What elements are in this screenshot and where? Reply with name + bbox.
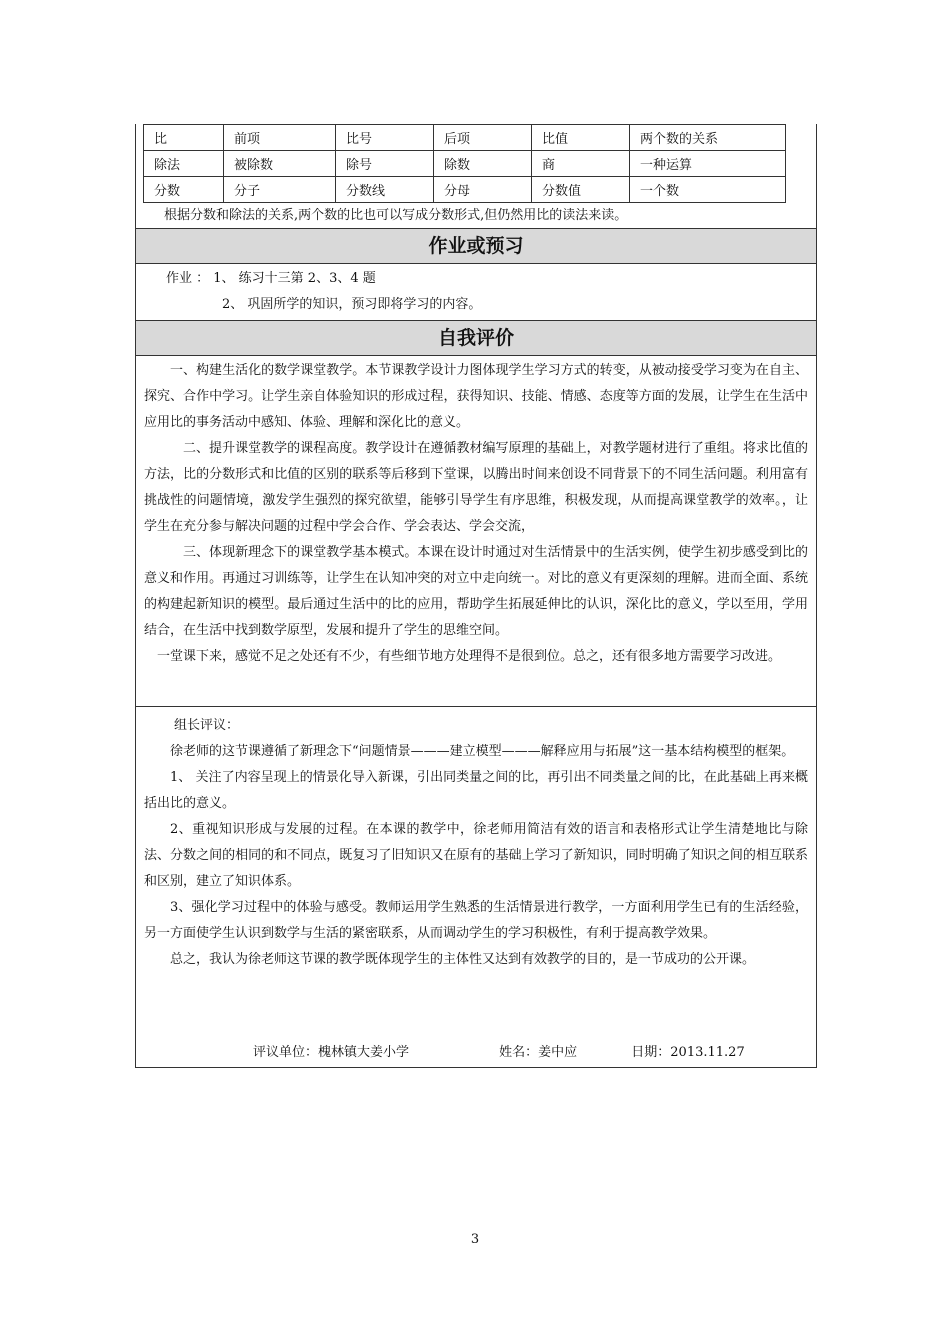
table-cell: 一个数 (630, 177, 786, 203)
table-row (144, 125, 786, 151)
self-eval-section (136, 356, 816, 706)
table-cell: 被除数 (224, 151, 336, 177)
table-row (144, 151, 786, 177)
table-cell: 除法 (144, 151, 224, 177)
table-cell: 除数 (434, 151, 532, 177)
review-paragraph: 3、强化学习过程中的体验与感受。教师运用学生熟悉的生活情景进行教学，一方面利用学生已有的生活经验，另一方面使学生认识到数学与生活的紧密联系，从而调动学生的学习积极性，有利于提高教学效果。 (144, 900, 808, 941)
table-cell: 分子 (224, 177, 336, 203)
table-cell: 前项 (224, 125, 336, 151)
self-eval-paragraph: 一堂课下来，感觉不足之处还有不少，有些细节地方处理得不是很到位。总之，还有很多地方需要学习改进。 (157, 649, 782, 664)
review-paragraph: 徐老师的这节课遵循了新理念下“问题情景———建立模型———解释应用与拓展”这一基本结构模型的框架。 (170, 744, 795, 759)
self-eval-paragraph: 三、体现新理念下的课堂教学基本模式。本课在设计时通过对生活情景中的生活实例，使学生初步感受到比的意义和作用。再通过习训练等，让学生在认知冲突的对立中走向统一。对比的意义有更深刻的理解。进而全面、系统的构建起新知识的模型。最后通过生活中的比的应用，帮助学生拓展延伸比的认识，深化比的意义，学以至用，学用结合，在生活中找到数学原型，发展和提升了学生的思维空间。 (144, 545, 808, 638)
review-date: 日期：2013.11.27 (631, 1045, 745, 1060)
reviewer-name: 姓名：姜中应 (499, 1045, 578, 1060)
table-cell: 除号 (336, 151, 434, 177)
table-cell: 一种运算 (630, 151, 786, 177)
page-number: 3 (470, 1232, 480, 1247)
homework-line: 作业 ： 1、 练习十三第 2、3、4 题 (166, 271, 376, 286)
table-cell: 商 (532, 151, 630, 177)
review-signature (136, 1039, 816, 1067)
homework-line: 2、 巩固所学的知识，预习即将学习的内容。 (222, 297, 482, 312)
table-cell: 比 (144, 125, 224, 151)
review-unit: 评议单位：槐林镇大姜小学 (253, 1045, 410, 1060)
table-note: 根据分数和除法的关系,两个数的比也可以写成分数形式,但仍然用比的读法来读。 (164, 208, 628, 223)
review-paragraph: 2、重视知识形成与发展的过程。在本课的教学中，徐老师用简洁有效的语言和表格形式让学生清楚地比与除法、分数之间的相同的和不同点，既复习了旧知识又在原有的基础上学习了新知识，同时明确了知识之间的相互联系和区别，建立了知识体系。 (144, 822, 808, 889)
review-paragraph: 1、 关注了内容呈现上的情景化导入新课，引出同类量之间的比，再引出不同类量之间的比，在此基础上再来概括出比的意义。 (144, 770, 808, 811)
table-cell: 比值 (532, 125, 630, 151)
lesson-form (135, 124, 817, 1068)
table-cell: 分数 (144, 177, 224, 203)
self-eval-header: 自我评价 (136, 320, 816, 356)
review-paragraph: 总之，我认为徐老师这节课的教学既体现学生的主体性又达到有效教学的目的，是一节成功的公开课。 (170, 952, 756, 967)
homework-header: 作业或预习 (136, 228, 816, 264)
table-cell: 后项 (434, 125, 532, 151)
table-cell: 分母 (434, 177, 532, 203)
table-row (144, 177, 786, 203)
review-heading: 组长评议： (174, 718, 240, 733)
comparison-table (143, 124, 786, 203)
table-cell: 分数值 (532, 177, 630, 203)
self-eval-paragraph: 二、提升课堂教学的课程高度。教学设计在遵循教材编写原理的基础上，对教学题材进行了重组。将求比值的方法，比的分数形式和比值的区别的联系等后移到下堂课，以腾出时间来创设不同背景下的不同生活问题。利用富有挑战性的问题情境，激发学生强烈的探究欲望，能够引导学生有序思维，积极发现，从而提高课堂教学的效率。，让学生在充分参与解决问题的过程中学会合作、学会表达、学会交流， (144, 441, 808, 534)
table-cell: 分数线 (336, 177, 434, 203)
table-cell: 比号 (336, 125, 434, 151)
homework-section (136, 264, 816, 320)
table-cell: 两个数的关系 (630, 125, 786, 151)
self-eval-paragraph: 一、构建生活化的数学课堂教学。本节课教学设计力图体现学生学习方式的转变，从被动接受学习变为在自主、探究、合作中学习。让学生亲自体验知识的形成过程，获得知识、技能、情感、态度等方面的发展，让学生在生活中应用比的事务活动中感知、体验、理解和深化比的意义。 (144, 363, 808, 430)
review-section (136, 706, 816, 1039)
